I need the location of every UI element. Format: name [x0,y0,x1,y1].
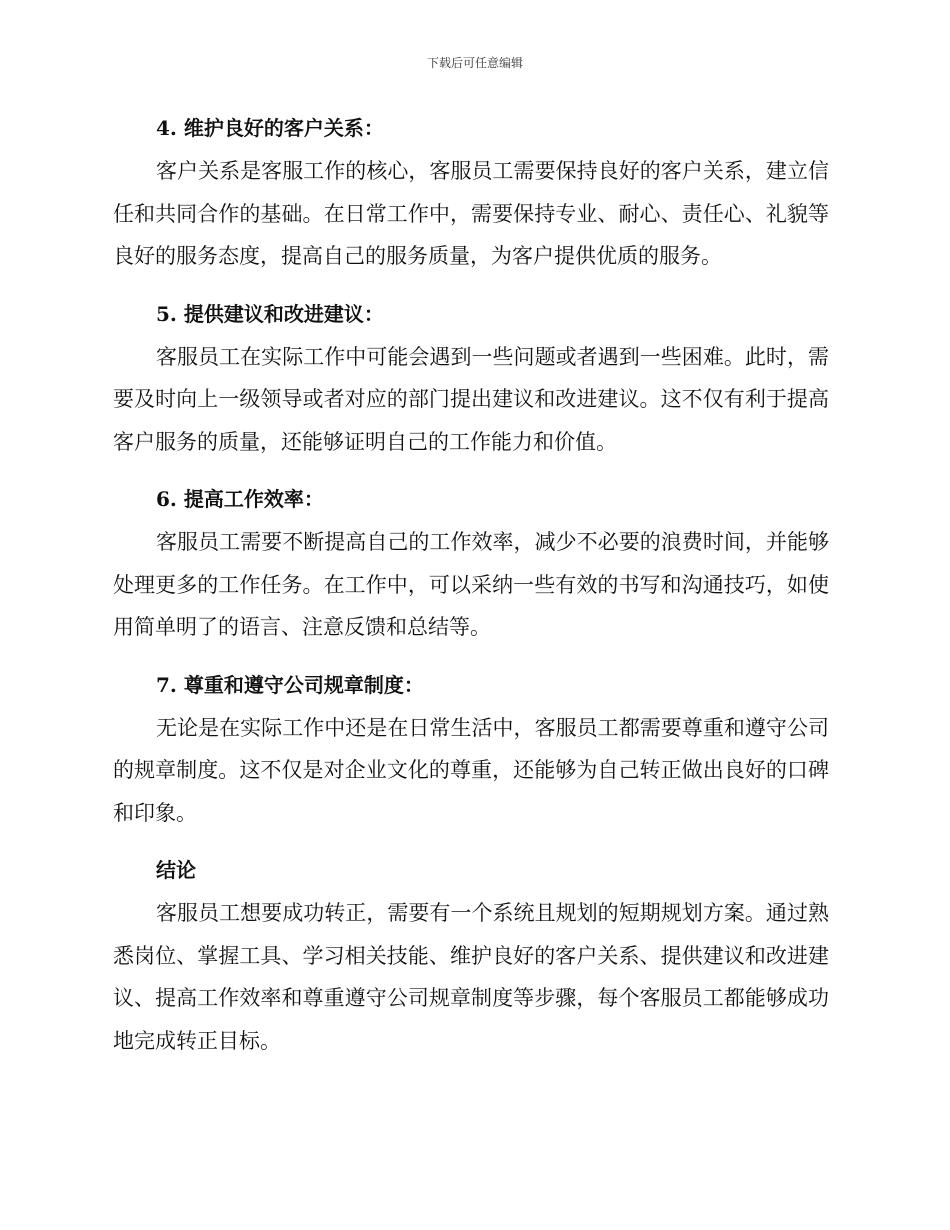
section-heading: 6. 提高工作效率： [156,487,324,511]
section-heading: 5. 提供建议和改进建议： [156,301,384,326]
page-header: 下载后可任意编辑 [426,56,523,70]
section-paragraph: 客户关系是客服工作的核心，客服员工需要保持良好的客户关系，建立信任和共同合作的基础。在日常工作中，需要保持专业、耐心、责任心、礼貌等良好的服务态度，提高自己的服务质量，为客户提供优质的服务。 [113,159,829,268]
section-heading: 结论 [156,858,196,882]
section-paragraph: 客服员工需要不断提高自己的工作效率，减少不必要的浪费时间，并能够处理更多的工作任务。在工作中，可以采纳一些有效的书写和沟通技巧，如使用简单明了的语言、注意反馈和总结等。 [113,530,829,639]
document-body [113,106,829,1076]
section-paragraph: 客服员工想要成功转正，需要有一个系统且规划的短期规划方案。通过熟悉岗位、掌握工具、学习相关技能、维护良好的客户关系、提供建议和改进建议、提高工作效率和尊重遵守公司规章制度等步骤，每个客服员工都能够成功地完成转正目标。 [113,901,829,1053]
section-conclusion [113,848,829,1062]
section-heading: 7. 尊重和遵守公司规章制度： [156,672,424,697]
section-paragraph: 客服员工在实际工作中可能会遇到一些问题或者遇到一些困难。此时，需要及时向上一级领导或者对应的部门提出建议和改进建议。这不仅有利于提高客户服务的质量，还能够证明自己的工作能力和价值。 [113,344,829,454]
section-provide-suggestions [113,292,829,464]
section-heading: 4. 维护良好的客户关系： [156,116,384,140]
section-paragraph: 无论是在实际工作中还是在日常生活中，客服员工都需要尊重和遵守公司的规章制度。这不仅是对企业文化的尊重，还能够为自己转正做出良好的口碑和印象。 [113,715,829,825]
section-respect-regulations [113,663,829,835]
section-improve-efficiency [113,477,829,649]
section-maintain-customer-relations [113,106,829,278]
